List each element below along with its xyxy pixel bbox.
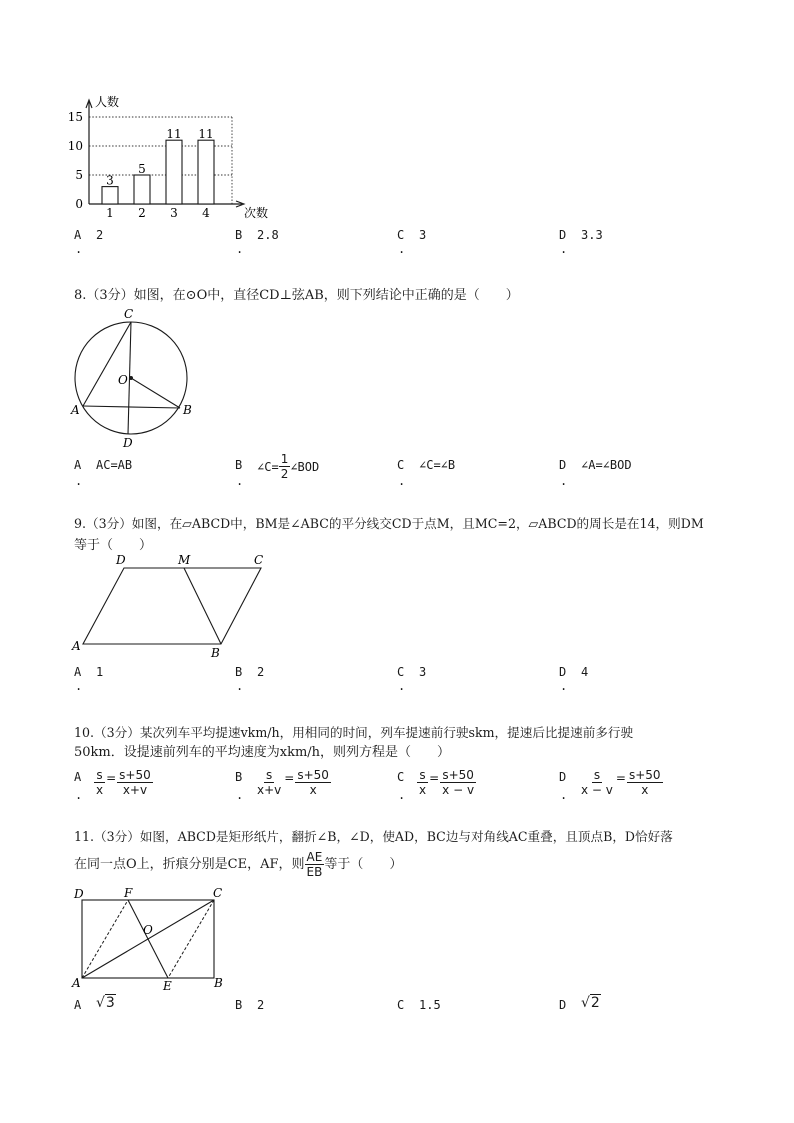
label-e: E (163, 979, 172, 993)
label-d: D (116, 553, 126, 567)
y-axis-title: 人数 (95, 95, 120, 109)
q9-parallelogram-figure (66, 552, 276, 662)
x-axis-title: 次数 (244, 206, 269, 220)
chord-ab (83, 406, 180, 408)
label-b: B (214, 976, 223, 990)
q11-stem-line1: 11.（3分）如图，ABCD是矩形纸片，翻折∠B，∠D，使AD，BC边与对角线AC重叠，且顶点B，D恰好落 (74, 829, 673, 844)
crease-ce (168, 900, 214, 978)
q11-stem-line2: 在同一点O上，折痕分别是CE，AF，则 $\frac{AE}{EB}$ 等于（ ） (74, 850, 403, 879)
x-tick-label: 3 (170, 206, 178, 220)
label-d: D (123, 436, 133, 450)
y-tick-label: 15 (67, 110, 83, 124)
label-b: B (183, 403, 192, 417)
center-point (129, 376, 133, 380)
q9-stem-line1: 9.（3分）如图，在▱ABCD中，BM是∠ABC的平分线交CD于点M，且MC=2，▱ABCD的周长是在14，则DM (74, 516, 704, 531)
label-b: B (211, 646, 220, 660)
bar (102, 187, 118, 204)
x-tick-label: 1 (106, 206, 114, 220)
label-d: D (74, 887, 84, 901)
bar (198, 140, 214, 204)
frequency-bar-chart (60, 88, 290, 228)
q11-rectangle-figure (66, 884, 236, 996)
label-m: M (178, 553, 191, 567)
bar (134, 175, 150, 204)
label-a: A (72, 639, 81, 653)
label-a: A (72, 976, 81, 990)
y-tick-label: 10 (67, 139, 83, 153)
fold-ef (128, 900, 168, 978)
label-a: A (71, 403, 80, 417)
label-o: O (118, 373, 128, 387)
label-o: O (143, 923, 153, 937)
label-c: C (124, 307, 134, 321)
bar-value-label: 11 (198, 127, 214, 142)
label-c: C (213, 886, 223, 900)
q8-circle-figure (66, 302, 196, 452)
bar (166, 140, 182, 204)
bar-value-label: 3 (106, 173, 114, 188)
q8-stem: 8.（3分）如图，在⊙O中，直径CD⊥弦AB，则下列结论中正确的是（ ） (74, 288, 519, 303)
y-tick-label: 0 (75, 197, 83, 211)
ratio-ae-eb: $\frac{AE}{EB}$ (306, 850, 323, 879)
label-f: F (124, 886, 133, 900)
q9-stem-line2: 等于（ ） (74, 538, 153, 553)
q10-stem-line2: 50km．设提速前列车的平均速度为xkm/h，则列方程是（ ） (74, 745, 451, 760)
bar-value-label: 5 (138, 162, 146, 176)
bar-value-label: 11 (166, 127, 182, 142)
y-tick-label: 5 (75, 168, 83, 182)
label-c: C (254, 553, 264, 567)
segment-ac (83, 322, 131, 406)
segment-bm (184, 568, 221, 644)
q10-stem-line1: 10.（3分）某次列车平均提速vkm/h，用相同的时间，列车提速前行驶skm，提速后比提速前多行驶 (74, 725, 634, 740)
crease-af (82, 900, 128, 978)
parallelogram-abcd (83, 568, 261, 644)
segment-ob (131, 378, 180, 408)
x-tick-label: 2 (138, 206, 146, 220)
x-tick-label: 4 (202, 206, 210, 220)
